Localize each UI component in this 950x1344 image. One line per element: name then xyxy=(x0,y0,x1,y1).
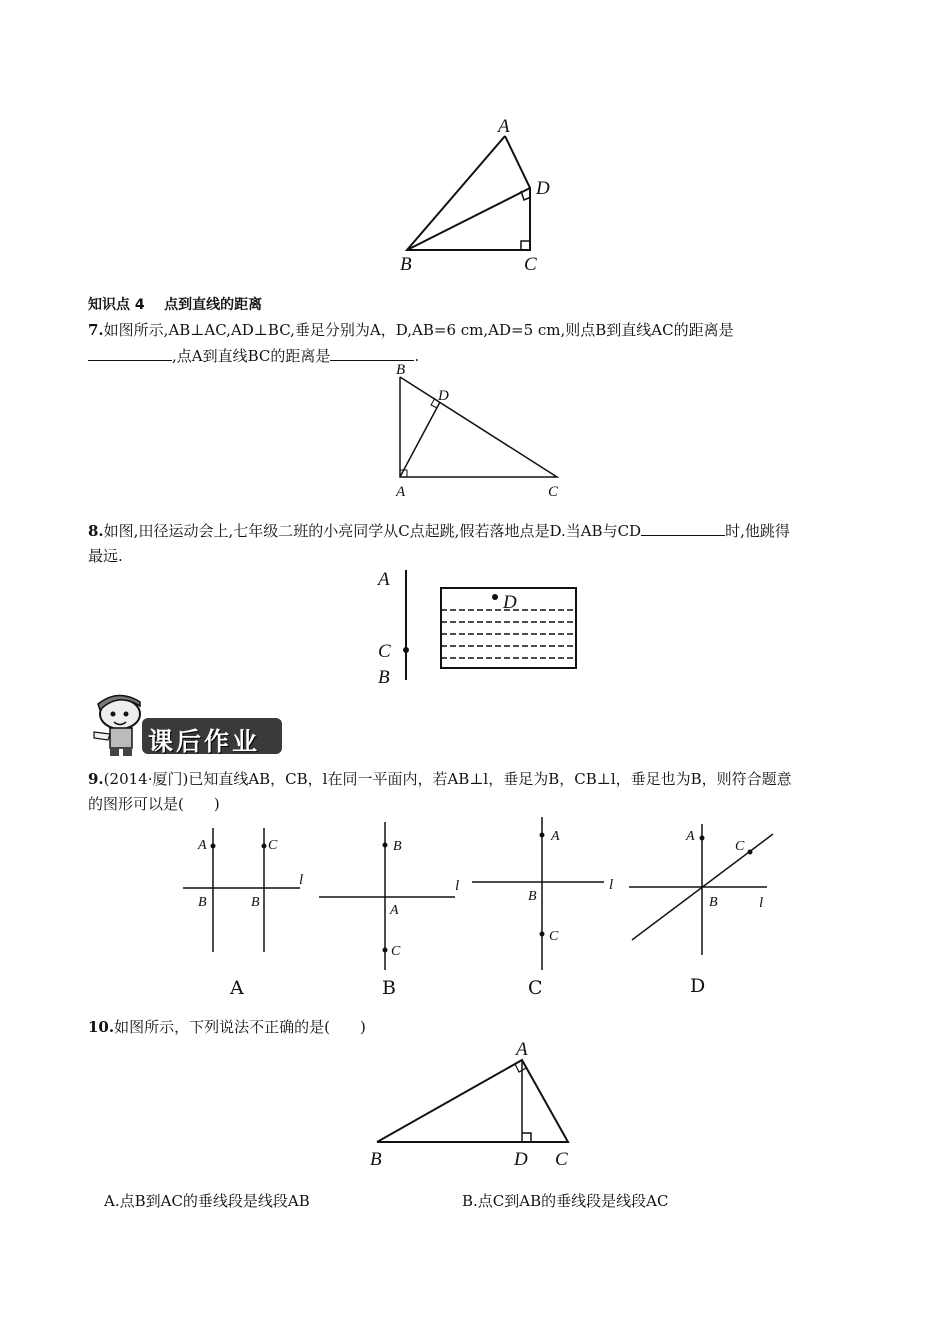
homework-banner xyxy=(88,690,288,758)
label-d: D xyxy=(438,388,449,404)
question-8-line1 xyxy=(88,519,864,542)
label-b: B xyxy=(528,889,537,904)
question-text: 时,他跳得 xyxy=(725,522,790,540)
label-a: A xyxy=(686,829,695,844)
question-7-line1 xyxy=(88,319,864,341)
figure-q9-option-a xyxy=(180,822,310,957)
label-b: B xyxy=(709,895,718,910)
label-c: C xyxy=(524,254,537,275)
label-c: C xyxy=(268,838,278,853)
figure-q7 xyxy=(390,360,570,500)
answer-blank[interactable] xyxy=(641,519,725,536)
section-title: 点到直线的距离 xyxy=(164,297,263,313)
label-l: l xyxy=(299,872,304,888)
label-l: l xyxy=(455,878,460,894)
label-d: D xyxy=(503,592,517,613)
label-l: l xyxy=(759,895,764,911)
label-a: A xyxy=(198,838,207,853)
answer-blank[interactable] xyxy=(330,344,414,361)
question-9-line2: 的图形可以是( ) xyxy=(88,795,220,813)
question-text: 如图,田径运动会上,七年级二班的小亮同学从C点起跳,假若落地点是D.当AB与CD xyxy=(103,522,642,540)
label-b: B xyxy=(370,1149,382,1170)
option-a[interactable]: A.点B到AC的垂线段是线段AB xyxy=(104,1192,310,1210)
question-text: ,点A到直线BC的距离是 xyxy=(172,347,331,365)
option-label-a[interactable]: A xyxy=(230,977,244,999)
question-number: 10. xyxy=(88,1018,115,1036)
question-number: 7. xyxy=(88,321,104,339)
label-b: B xyxy=(393,839,402,854)
label-b: B xyxy=(251,895,260,910)
option-b[interactable]: B.点C到AB的垂线段是线段AC xyxy=(462,1192,669,1210)
label-c: C xyxy=(549,929,559,944)
label-d: D xyxy=(536,178,550,199)
label-c: C xyxy=(548,484,559,500)
label-b: B xyxy=(378,667,390,688)
label-c: C xyxy=(378,641,391,662)
question-8-line2: 最远. xyxy=(88,547,123,565)
question-number: 8. xyxy=(88,522,104,540)
question-text: 如图所示,AB⊥AC,AD⊥BC,垂足分别为A，D,AB=6 cm,AD=5 cm,则点B到直线AC的距离是 xyxy=(103,321,734,339)
label-a: A xyxy=(551,829,560,844)
label-b: B xyxy=(198,895,207,910)
question-text: . xyxy=(414,347,420,365)
label-c: C xyxy=(735,839,745,854)
label-a: A xyxy=(498,116,510,137)
section-heading xyxy=(88,294,864,316)
question-9-line1 xyxy=(88,768,864,790)
figure-triangle-abdc xyxy=(390,110,570,280)
question-text: 如图所示，下列说法不正确的是( ) xyxy=(114,1018,366,1036)
option-label-d[interactable]: D xyxy=(690,975,706,997)
label-l: l xyxy=(609,877,614,893)
label-d: D xyxy=(514,1149,528,1170)
label-a: A xyxy=(378,569,390,590)
label-a: A xyxy=(396,484,406,500)
figure-q9-option-b xyxy=(315,822,465,972)
label-a: A xyxy=(516,1039,528,1060)
banner-title: 课后作业 xyxy=(148,727,261,756)
label-b: B xyxy=(396,362,406,378)
figure-q9-option-d xyxy=(625,822,795,972)
label-b: B xyxy=(400,254,412,275)
option-label-c[interactable]: C xyxy=(528,977,543,999)
figure-q10 xyxy=(365,1035,585,1175)
answer-blank[interactable] xyxy=(88,344,172,361)
section-label: 知识点 4 xyxy=(88,297,145,313)
label-a: A xyxy=(390,903,399,918)
figure-q8 xyxy=(370,565,590,690)
question-number: 9. xyxy=(88,770,104,788)
label-c: C xyxy=(555,1149,568,1170)
label-c: C xyxy=(391,944,401,959)
figure-q9-option-c xyxy=(468,815,628,975)
question-text: (2014·厦门)已知直线AB，CB，l在同一平面内，若AB⊥l，垂足为B，CB⊥l，垂足也为B，则符合题意 xyxy=(103,770,792,788)
option-label-b[interactable]: B xyxy=(382,977,396,999)
